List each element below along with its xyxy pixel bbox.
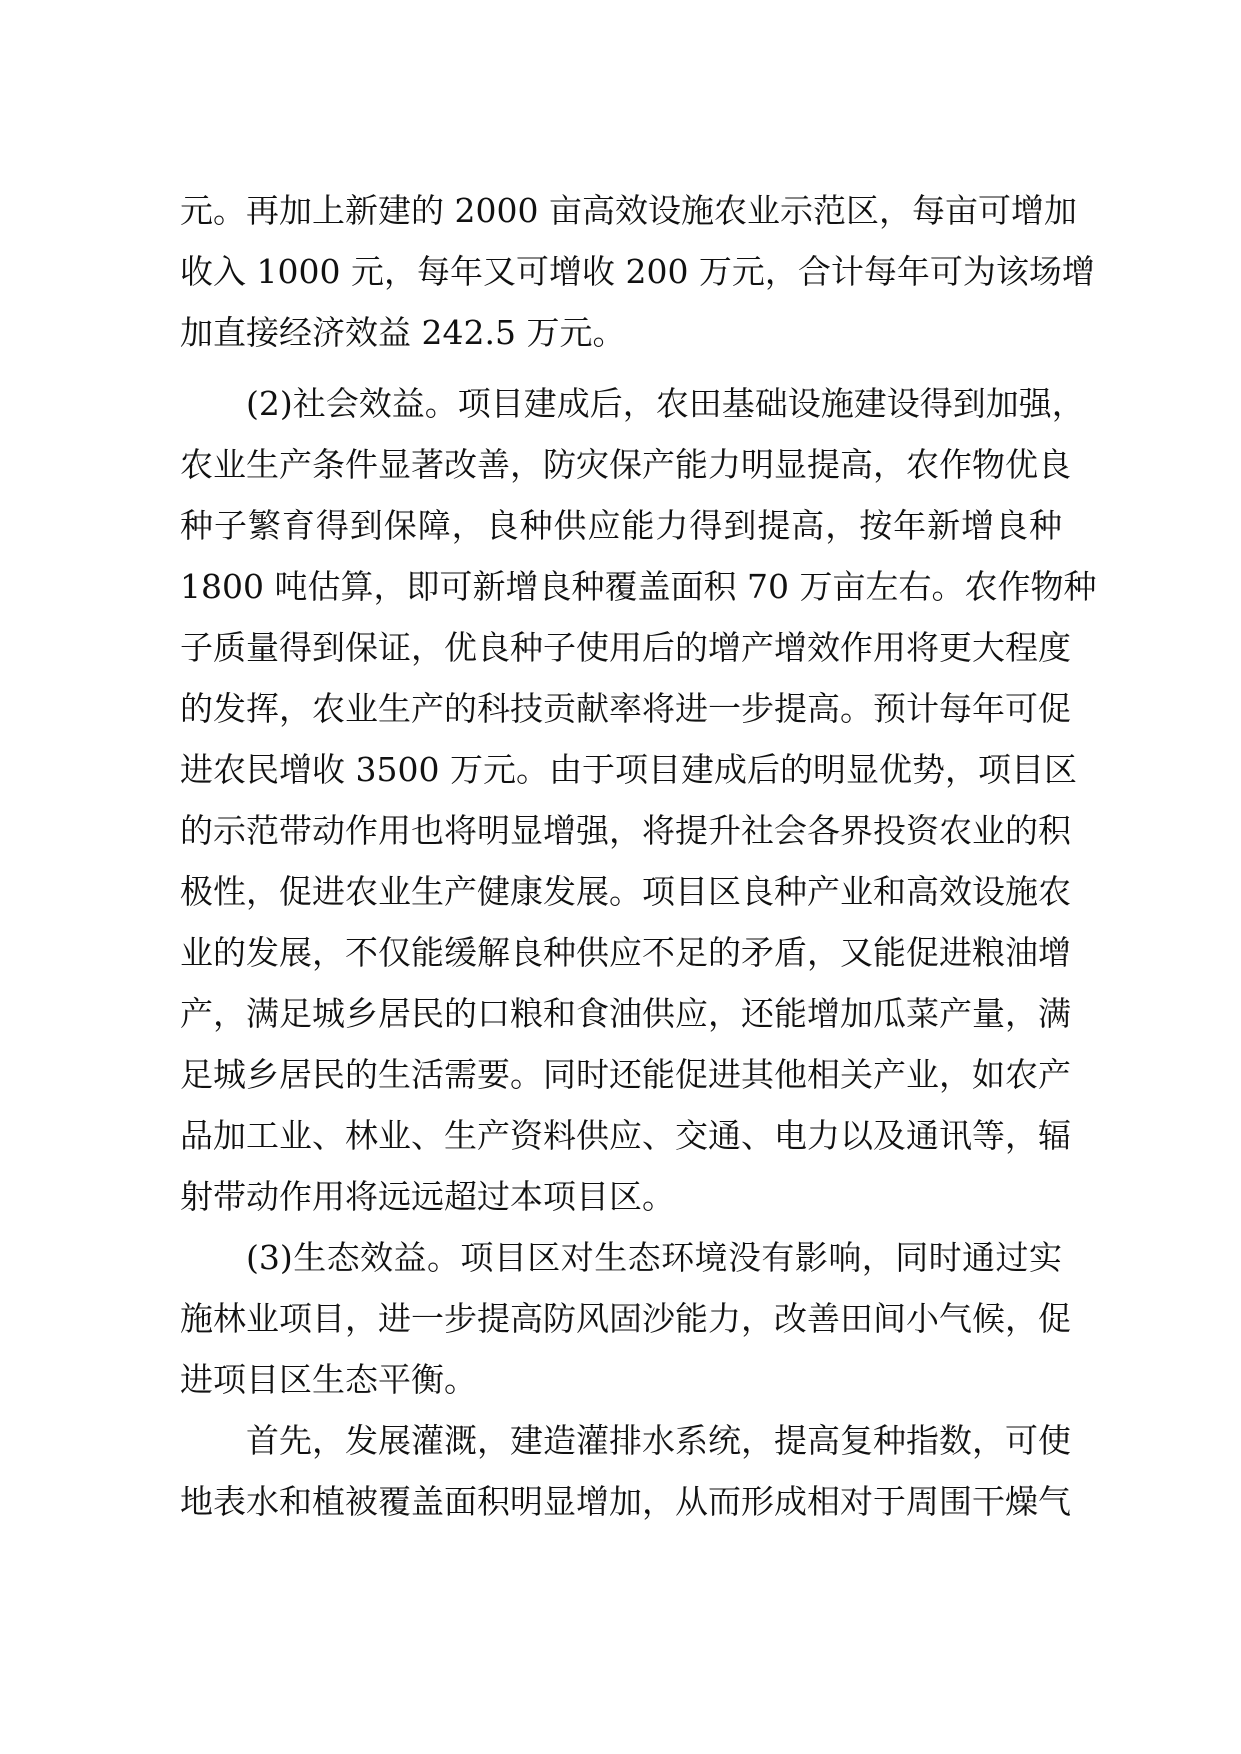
text-line: 进项目区生态平衡。: [180, 1360, 477, 1399]
text-line: 地表水和植被覆盖面积明显增加，从而形成相对于周围干燥气: [180, 1482, 1071, 1521]
text-line: 元。再加上新建的 2000 亩高效设施农业示范区，每亩可增加: [180, 191, 1077, 230]
text-line: (2)社会效益。项目建成后，农田基础设施建设得到加强，: [246, 384, 1085, 423]
text-line: 子质量得到保证，优良种子使用后的增产增效作用将更大程度: [180, 628, 1071, 667]
paragraph-social-benefit: [180, 373, 1097, 1227]
paragraph-irrigation: [180, 1410, 1071, 1532]
paragraph-economic-benefit-tail: [180, 180, 1095, 363]
text-line: 业的发展，不仅能缓解良种供应不足的矛盾，又能促进粮油增: [180, 933, 1071, 972]
text-line: 施林业项目，进一步提高防风固沙能力，改善田间小气候，促: [180, 1299, 1071, 1338]
text-line: 极性，促进农业生产健康发展。项目区良种产业和高效设施农: [180, 872, 1071, 911]
text-line: 1800 吨估算，即可新增良种覆盖面积 70 万亩左右。农作物种: [180, 567, 1097, 606]
text-line: (3)生态效益。项目区对生态环境没有影响，同时通过实: [246, 1238, 1062, 1277]
text-line: 品加工业、林业、生产资料供应、交通、电力以及通讯等，辐: [180, 1116, 1071, 1155]
text-line: 收入 1000 元，每年又可增收 200 万元，合计每年可为该场增: [180, 252, 1095, 291]
text-line: 射带动作用将远远超过本项目区。: [180, 1177, 675, 1216]
text-line: 种子繁育得到保障，良种供应能力得到提高，按年新增良种: [180, 506, 1062, 545]
text-line: 农业生产条件显著改善，防灾保产能力明显提高，农作物优良: [180, 445, 1071, 484]
text-line: 加直接经济效益 242.5 万元。: [180, 313, 626, 352]
text-line: 足城乡居民的生活需要。同时还能促进其他相关产业，如农产: [180, 1055, 1071, 1094]
paragraph-ecological-benefit: [180, 1227, 1071, 1410]
body-text: [180, 180, 1097, 1532]
text-line: 的示范带动作用也将明显增强，将提升社会各界投资农业的积: [180, 811, 1071, 850]
text-line: 首先，发展灌溉，建造灌排水系统，提高复种指数，可使: [246, 1421, 1071, 1460]
text-line: 产，满足城乡居民的口粮和食油供应，还能增加瓜菜产量，满: [180, 994, 1071, 1033]
text-line: 的发挥，农业生产的科技贡献率将进一步提高。预计每年可促: [180, 689, 1071, 728]
text-line: 进农民增收 3500 万元。由于项目建成后的明显优势，项目区: [180, 750, 1077, 789]
